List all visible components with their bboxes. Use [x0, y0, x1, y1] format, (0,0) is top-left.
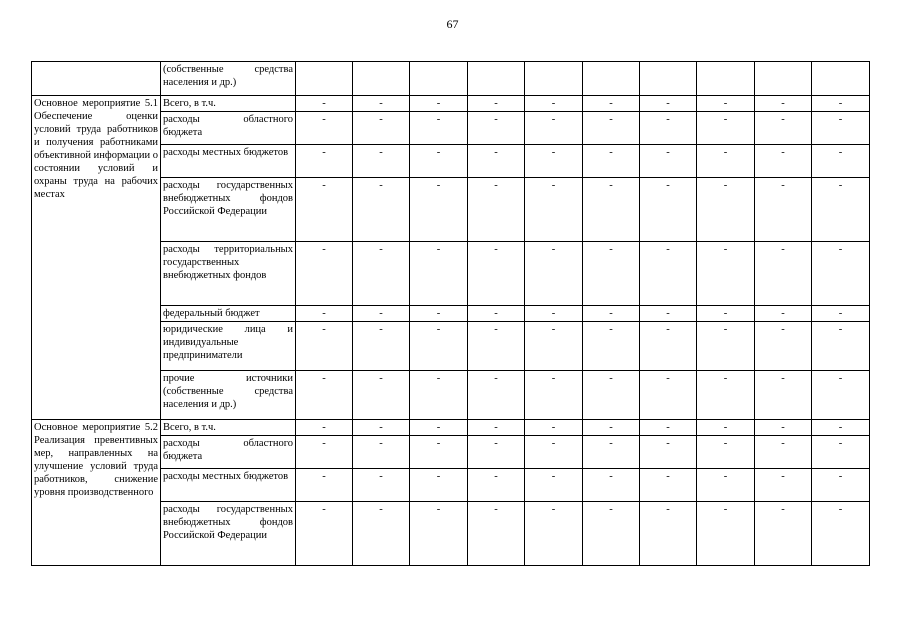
- value-cell: -: [468, 322, 525, 371]
- value-cell: -: [468, 371, 525, 420]
- funding-source-cell: расходы областного бюджета: [161, 436, 296, 469]
- value-cell: -: [296, 469, 353, 502]
- funding-source-cell: федеральный бюджет: [161, 306, 296, 322]
- value-cell: -: [353, 436, 410, 469]
- value-cell: -: [697, 469, 755, 502]
- value-cell: -: [353, 469, 410, 502]
- value-cell: -: [525, 96, 583, 112]
- value-cell: -: [296, 306, 353, 322]
- activity-cell: Основное мероприятие 5.2 Реализация превентивных мер, направленных на улучшение условий труда работников, снижение уровня производственного: [32, 420, 161, 566]
- value-cell: -: [296, 436, 353, 469]
- value-cell: -: [296, 242, 353, 306]
- value-cell: -: [353, 96, 410, 112]
- value-cell: [697, 62, 755, 96]
- value-cell: -: [353, 322, 410, 371]
- value-cell: -: [812, 371, 870, 420]
- funding-source-cell: Всего, в т.ч.: [161, 96, 296, 112]
- value-cell: -: [755, 322, 812, 371]
- value-cell: -: [525, 306, 583, 322]
- value-cell: [583, 62, 640, 96]
- value-cell: -: [755, 502, 812, 566]
- value-cell: [296, 62, 353, 96]
- value-cell: -: [640, 436, 697, 469]
- value-cell: [410, 62, 468, 96]
- value-cell: -: [812, 306, 870, 322]
- value-cell: -: [353, 420, 410, 436]
- value-cell: -: [468, 178, 525, 242]
- value-cell: -: [353, 371, 410, 420]
- value-cell: -: [353, 306, 410, 322]
- funding-source-cell: расходы местных бюджетов: [161, 145, 296, 178]
- funding-source-cell: юридические лица и индивидуальные предприниматели: [161, 322, 296, 371]
- value-cell: -: [583, 420, 640, 436]
- value-cell: -: [468, 112, 525, 145]
- value-cell: -: [755, 242, 812, 306]
- value-cell: [525, 62, 583, 96]
- table-row: [32, 62, 870, 96]
- value-cell: -: [640, 242, 697, 306]
- value-cell: -: [812, 469, 870, 502]
- value-cell: [812, 62, 870, 96]
- value-cell: -: [640, 112, 697, 145]
- value-cell: -: [640, 371, 697, 420]
- value-cell: -: [468, 469, 525, 502]
- value-cell: -: [296, 112, 353, 145]
- funding-source-cell: расходы местных бюджетов: [161, 469, 296, 502]
- value-cell: [640, 62, 697, 96]
- value-cell: -: [812, 242, 870, 306]
- value-cell: -: [468, 420, 525, 436]
- page-number: 67: [446, 17, 459, 31]
- funding-source-cell: Всего, в т.ч.: [161, 420, 296, 436]
- value-cell: -: [640, 306, 697, 322]
- value-cell: -: [296, 178, 353, 242]
- table-row: [32, 96, 870, 112]
- value-cell: -: [525, 371, 583, 420]
- value-cell: [755, 62, 812, 96]
- value-cell: -: [353, 145, 410, 178]
- value-cell: -: [640, 178, 697, 242]
- value-cell: -: [640, 469, 697, 502]
- value-cell: -: [525, 420, 583, 436]
- value-cell: -: [410, 306, 468, 322]
- value-cell: -: [755, 96, 812, 112]
- value-cell: -: [755, 306, 812, 322]
- value-cell: -: [812, 178, 870, 242]
- value-cell: -: [583, 145, 640, 178]
- value-cell: -: [296, 145, 353, 178]
- value-cell: -: [812, 502, 870, 566]
- value-cell: -: [353, 242, 410, 306]
- value-cell: -: [697, 420, 755, 436]
- value-cell: -: [583, 306, 640, 322]
- activity-cell: [32, 62, 161, 96]
- value-cell: -: [755, 469, 812, 502]
- value-cell: -: [755, 371, 812, 420]
- value-cell: -: [410, 96, 468, 112]
- value-cell: -: [697, 306, 755, 322]
- value-cell: -: [410, 145, 468, 178]
- value-cell: -: [640, 420, 697, 436]
- value-cell: -: [812, 420, 870, 436]
- value-cell: -: [353, 112, 410, 145]
- value-cell: -: [296, 420, 353, 436]
- value-cell: -: [583, 371, 640, 420]
- value-cell: -: [525, 436, 583, 469]
- value-cell: -: [525, 242, 583, 306]
- value-cell: -: [410, 420, 468, 436]
- value-cell: -: [697, 322, 755, 371]
- value-cell: -: [697, 96, 755, 112]
- value-cell: -: [697, 178, 755, 242]
- value-cell: -: [812, 436, 870, 469]
- value-cell: -: [353, 178, 410, 242]
- value-cell: -: [410, 178, 468, 242]
- value-cell: -: [697, 502, 755, 566]
- value-cell: -: [583, 178, 640, 242]
- value-cell: -: [755, 145, 812, 178]
- value-cell: -: [296, 96, 353, 112]
- value-cell: -: [697, 112, 755, 145]
- value-cell: -: [468, 502, 525, 566]
- value-cell: [468, 62, 525, 96]
- value-cell: -: [468, 242, 525, 306]
- value-cell: -: [755, 178, 812, 242]
- value-cell: -: [410, 469, 468, 502]
- funding-source-cell: расходы областного бюджета: [161, 112, 296, 145]
- value-cell: -: [755, 436, 812, 469]
- value-cell: -: [583, 242, 640, 306]
- funding-source-cell: прочие источники (собственные средства населения и др.): [161, 371, 296, 420]
- value-cell: -: [410, 371, 468, 420]
- value-cell: -: [583, 96, 640, 112]
- funding-source-cell: расходы территориальных государственных внебюджетных фондов: [161, 242, 296, 306]
- value-cell: -: [640, 145, 697, 178]
- value-cell: -: [697, 242, 755, 306]
- value-cell: -: [697, 436, 755, 469]
- value-cell: -: [812, 145, 870, 178]
- value-cell: -: [296, 371, 353, 420]
- value-cell: -: [812, 96, 870, 112]
- value-cell: -: [583, 502, 640, 566]
- value-cell: -: [583, 436, 640, 469]
- value-cell: -: [410, 502, 468, 566]
- value-cell: -: [640, 96, 697, 112]
- value-cell: -: [812, 322, 870, 371]
- value-cell: -: [468, 436, 525, 469]
- value-cell: -: [640, 502, 697, 566]
- value-cell: -: [525, 322, 583, 371]
- value-cell: -: [755, 420, 812, 436]
- funding-source-cell: расходы государственных внебюджетных фондов Российской Федерации: [161, 502, 296, 566]
- value-cell: -: [697, 371, 755, 420]
- value-cell: -: [468, 145, 525, 178]
- value-cell: -: [525, 502, 583, 566]
- value-cell: -: [525, 178, 583, 242]
- value-cell: -: [410, 436, 468, 469]
- value-cell: -: [410, 242, 468, 306]
- value-cell: -: [697, 145, 755, 178]
- value-cell: -: [296, 322, 353, 371]
- funding-source-cell: расходы государственных внебюджетных фондов Российской Федерации: [161, 178, 296, 242]
- value-cell: -: [353, 502, 410, 566]
- value-cell: -: [525, 112, 583, 145]
- value-cell: -: [583, 112, 640, 145]
- value-cell: -: [525, 469, 583, 502]
- funding-source-cell: (собственные средства населения и др.): [161, 62, 296, 96]
- value-cell: -: [410, 322, 468, 371]
- value-cell: [353, 62, 410, 96]
- value-cell: -: [468, 96, 525, 112]
- value-cell: -: [583, 322, 640, 371]
- activity-cell: Основное мероприятие 5.1 Обеспечение оценки условий труда работников и получения работниками объективной информации о состоянии условий и охраны труда на рабочих местах: [32, 96, 161, 420]
- value-cell: -: [468, 306, 525, 322]
- value-cell: -: [755, 112, 812, 145]
- value-cell: -: [640, 322, 697, 371]
- budget-table: [31, 61, 870, 566]
- value-cell: -: [296, 502, 353, 566]
- value-cell: -: [583, 469, 640, 502]
- table-row: [32, 420, 870, 436]
- value-cell: -: [410, 112, 468, 145]
- value-cell: -: [812, 112, 870, 145]
- value-cell: -: [525, 145, 583, 178]
